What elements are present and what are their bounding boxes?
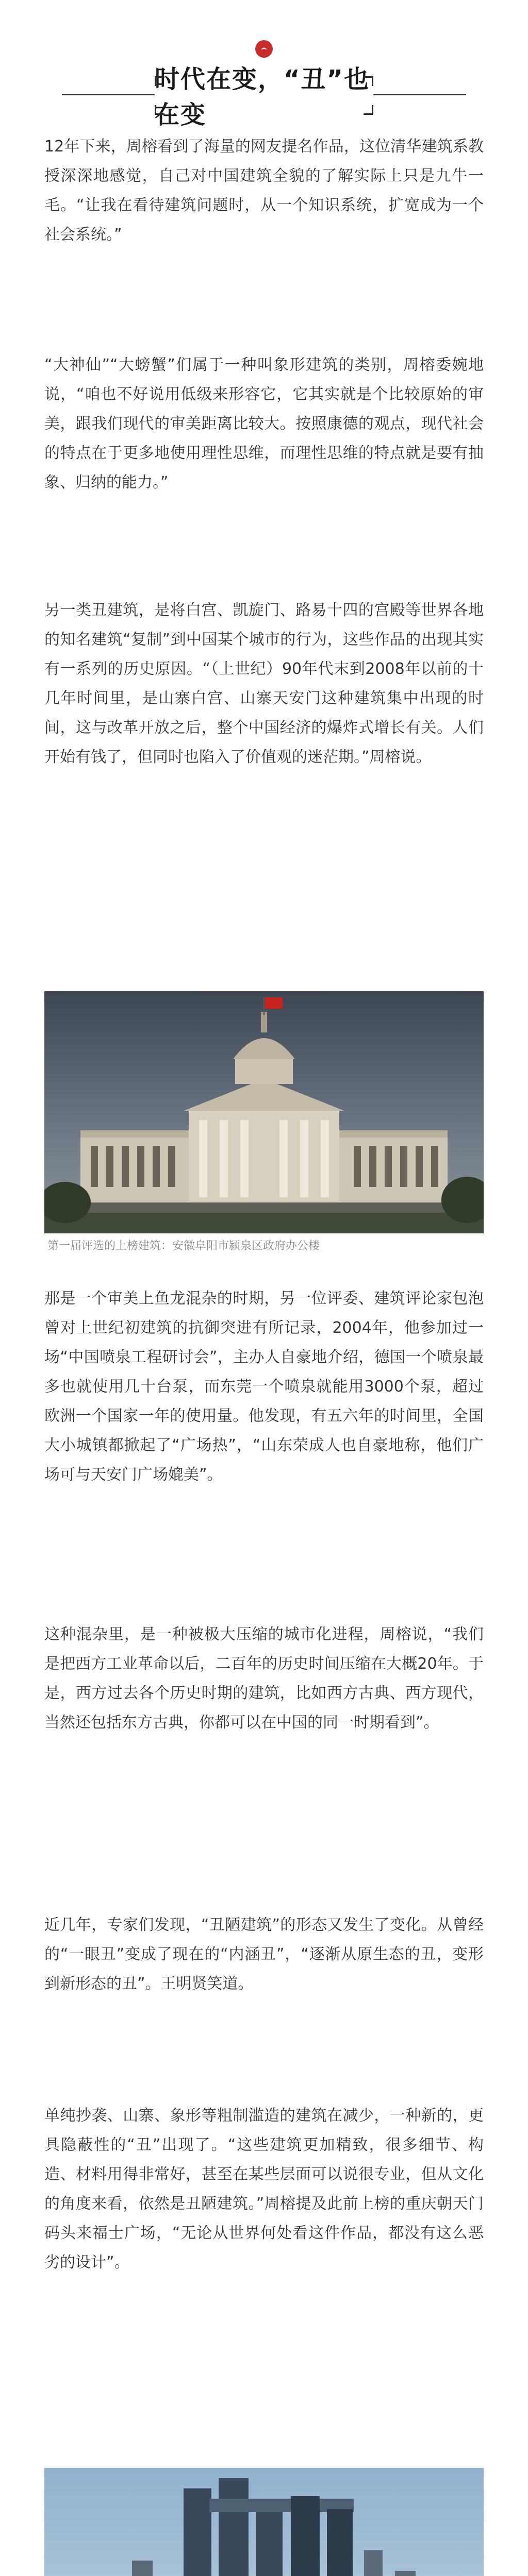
paragraph: “大神仙”“大螃蟹”们属于一种叫象形建筑的类别，周榕委婉地说，“咱也不好说用低级来形容它，它其实就是个比较原始的审美，跟我们现代的审美距离比较大。按照康德的观点，现代社会的特点在于更多地使用理性思维，而理性思维的特点就是要有抽象、归纳的能力。” <box>44 356 484 492</box>
title-box <box>155 65 373 129</box>
red-dot-icon <box>255 40 273 58</box>
title-corner <box>364 76 373 86</box>
paragraph: 那是一个审美上鱼龙混杂的时期，另一位评委、建筑评论家包泡曾对上世纪初建筑的抗御突进有所记录，2004年，他参加过一场“中国喷泉工程研讨会”，主办人自豪地介绍，德国一个喷泉最多也就使用几十台泵，而东莞一个喷泉就能用3000个泵，超过欧洲一个国家一年的使用量。他发现，有五六年的时间里，全国大小城镇都掀起了“广场热”，“山东荣成人也自豪地称，他们广场可与天安门广场媲美”。 <box>44 1290 484 1484</box>
paragraph: 单纯抄袭、山寨、象形等粗制滥造的建筑在减少，一种新的，更具隐蔽性的“丑”出现了。“这些建筑更加精致，很多细节、构造、材料用得非常好，甚至在某些层面可以说很专业，但从文化的角度来看，依然是丑陋建筑。”周榕提及此前上榜的重庆朝天门码头来福士广场，“无论从世界何处看这件作品，都没有这么恶劣的设计”。 <box>44 2107 484 2272</box>
figure-caption: 第一届评选的上榜建筑：安徽阜阳市颍泉区政府办公楼 <box>47 1240 320 1252</box>
title-corner <box>155 105 164 115</box>
government-building-photo <box>44 991 484 1233</box>
paragraph: 12年下来，周榕看到了海量的网友提名作品，这位清华建筑系教授深深地感觉，自己对中国建筑全貌的了解实际上只是九牛一毛。“让我在看待建筑问题时，从一个知识系统，扩宽成为一个社会系统。” <box>44 138 484 244</box>
paragraph: 近几年，专家们发现，“丑陋建筑”的形态又发生了变化。从曾经的“一眼丑”变成了现在的“内涵丑”，“逐渐从原生态的丑，变形到新形态的丑”。王明贤笑道。 <box>44 1916 484 1993</box>
title-corner <box>155 76 164 86</box>
article-header <box>0 21 528 129</box>
figure-government-building <box>44 991 484 1255</box>
paragraph: 这种混杂里，是一种被极大压缩的城市化进程，周榕说，“我们是把西方工业革命以后，二百年的历史时间压缩在大概20年。于是，西方过去各个历史时期的建筑，比如西方古典、西方现代，当然还包括东方古典，你都可以在中国的同一时期看到”。 <box>44 1625 484 1732</box>
raffles-city-photo <box>44 2468 484 2576</box>
figure-raffles-city <box>44 2468 484 2576</box>
paragraph: 另一类丑建筑，是将白宫、凯旋门、路易十四的宫殿等世界各地的知名建筑“复制”到中国某个城市的行为，这些作品的出现其实有一系列的历史原因。“（上世纪）90年代末到2008年以前的十几年时间里，是山寨白宫、山寨天安门这种建筑集中出现的时间，这与改革开放之后，整个中国经济的爆炸式增长有关。人们开始有钱了，但同时也陷入了价值观的迷茫期。”周榕说。 <box>44 601 484 766</box>
article-title: 时代在变，“丑”也在变 <box>155 65 370 129</box>
title-corner <box>364 105 373 115</box>
